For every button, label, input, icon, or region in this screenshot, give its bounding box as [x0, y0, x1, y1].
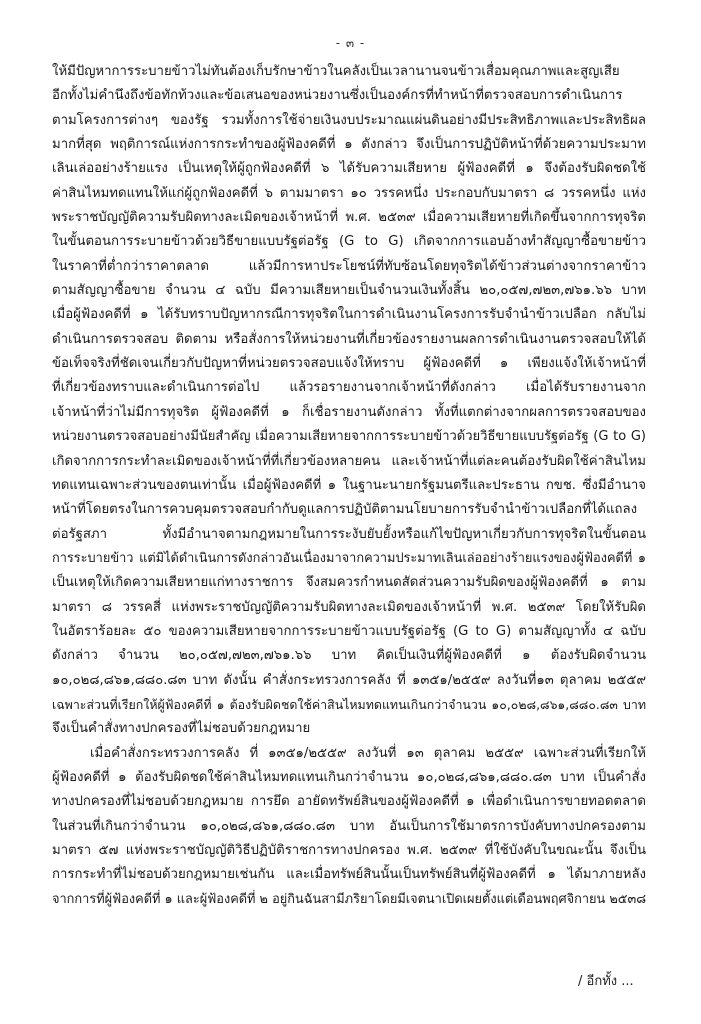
- text-line: เฉพาะส่วนที่เรียกให้ผู้ฟ้องคดีที่ ๑ ต้องรับผิดชดใช้ค่าสินไหมทดแทนเกินกว่าจำนวน ๑๐,๐๒๘,๘๖๑,๘๘๐.๘๓ บาท: [52, 696, 646, 712]
- text-line: ทางปกครองที่ไม่ชอบด้วยกฎหมาย การยึด อายัดทรัพย์สินของผู้ฟ้องคดีที่ ๑ เพื่อดำเนินการขายทอดตลาด: [52, 794, 646, 810]
- text-line: ที่เกี่ยวข้องทราบและดำเนินการต่อไป แล้วรอรายงานจากเจ้าหน้าที่ดังกล่าว เมื่อได้รับรายงานจาก: [52, 380, 646, 396]
- text-line: ตามโครงการต่างๆ ของรัฐ รวมทั้งการใช้จ่ายเงินงบประมาณแผ่นดินอย่างมีประสิทธิภาพและประสิทธิผล: [52, 112, 646, 128]
- text-line: ค่าสินไหมทดแทนให้แก่ผู้ถูกฟ้องคดีที่ ๖ ตามมาตรา ๑๐ วรรคหนึ่ง ประกอบกับมาตรา ๘ วรรคหนึ่ง แห่ง: [52, 185, 646, 201]
- text-line: ในราคาที่ต่ำกว่าราคาตลาด แล้วมีการหาประโยชน์ที่ทับซ้อนโดยทุจริตได้ข้าวส่วนต่างจากราคาข้าว: [52, 258, 646, 274]
- text-line: เมื่อคำสั่งกระทรวงการคลัง ที่ ๑๓๕๑/๒๕๕๙ ลงวันที่ ๑๓ ตุลาคม ๒๕๕๙ เฉพาะส่วนที่เรียกให้: [90, 745, 646, 761]
- text-line: ตามสัญญาซื้อขาย จำนวน ๔ ฉบับ มีความเสียหายเป็นจำนวนเงินทั้งสิ้น ๒๐,๐๕๗,๗๒๓,๗๖๑.๖๖ บาท: [52, 283, 646, 299]
- text-line: ทดแทนเฉพาะส่วนของตนเท่านั้น เมื่อผู้ฟ้องคดีที่ ๑ ในฐานะนายกรัฐมนตรีและประธาน กขช. ซึ่งมีอำนาจ: [52, 477, 646, 493]
- text-line: อีกทั้งไม่คำนึงถึงข้อทักท้วงและข้อเสนอของหน่วยงานซึ่งเป็นองค์กรที่ทำหน้าที่ตรวจสอบการดำเนินการ: [52, 88, 623, 104]
- paragraph-1: [52, 60, 646, 742]
- continuation-marker: / อีกทั้ง ...: [578, 974, 634, 989]
- text-line: ต่อรัฐสภา ทั้งมีอำนาจตามกฎหมายในการระงับยับยั้งหรือแก้ไขปัญหาเกี่ยวกับการทุจริตในขั้นตอน: [52, 526, 646, 542]
- document-body: [52, 60, 646, 912]
- text-line: มาตรา ๘ วรรคสี่ แห่งพระราชบัญญัติความรับผิดทางละเมิดของเจ้าหน้าที่ พ.ศ. ๒๕๓๙ โดยให้รับผิด: [52, 599, 646, 615]
- page-number: - ๓ -: [335, 36, 366, 50]
- text-line: หน่วยงานตรวจสอบอย่างมีนัยสำคัญ เมื่อความเสียหายจากการระบายข้าวด้วยวิธีขายแบบรัฐต่อรัฐ (G to G): [52, 429, 646, 445]
- text-line: ในอัตราร้อยละ ๕๐ ของความเสียหายจากการระบายข้าวแบบรัฐต่อรัฐ (G to G) ตามสัญญาทั้ง ๔ ฉบับ: [52, 623, 646, 639]
- text-line: ในขั้นตอนการระบายข้าวด้วยวิธีขายแบบรัฐต่อรัฐ (G to G) เกิดจากการแอบอ้างทำสัญญาซื้อขายข้าว: [52, 234, 646, 250]
- text-line: ดังกล่าว จำนวน ๒๐,๐๕๗,๗๒๓,๗๖๑.๖๖ บาท คิดเป็นเงินที่ผู้ฟ้องคดีที่ ๑ ต้องรับผิดจำนวน: [52, 648, 646, 664]
- text-line: มากที่สุด พฤติการณ์แห่งการกระทำของผู้ฟ้องคดีที่ ๑ ดังกล่าว จึงเป็นการปฏิบัติหน้าที่ด้วยความประมาท: [52, 137, 646, 153]
- text-line: เจ้าหน้าที่ว่าไม่มีการทุจริต ผู้ฟ้องคดีที่ ๑ ก็เชื่อรายงานดังกล่าว ทั้งที่แตกต่างจากผลการตรวจสอบของ: [52, 404, 646, 420]
- text-line: เกิดจากการกระทำละเมิดของเจ้าหน้าที่ที่เกี่ยวข้องหลายคน และเจ้าหน้าที่แต่ละคนต้องรับผิดใช้ค่าสินไหม: [52, 453, 646, 469]
- text-line: ให้มีปัญหาการระบายข้าวไม่ทันต้องเก็บรักษาข้าวในคลังเป็นเวลานานจนข้าวเสื่อมคุณภาพและสูญเสีย: [52, 64, 620, 79]
- text-line: ๑๐,๐๒๘,๘๖๑,๘๘๐.๘๓ บาท ดังนั้น คำสั่งกระทรวงการคลัง ที่ ๑๓๕๑/๒๕๕๙ ลงวันที่๑๓ ตุลาคม ๒๕๕๙: [52, 672, 646, 688]
- text-line: มาตรา ๕๗ แห่งพระราชบัญญัติวิธีปฏิบัติราชการทางปกครอง พ.ศ. ๒๕๓๙ ที่ใช้บังคับในขณะนั้น จึงเป็น: [52, 843, 646, 858]
- text-line: พระราชบัญญัติความรับผิดทางละเมิดของเจ้าหน้าที่ พ.ศ. ๒๕๓๙ เมื่อความเสียหายที่เกิดขึ้นจากการทุจริต: [52, 210, 646, 226]
- text-line: เลินเล่ออย่างร้ายแรง เป็นเหตุให้ผู้ถูกฟ้องคดีที่ ๖ ได้รับความเสียหาย ผู้ฟ้องคดีที่ ๑ จึงต้องรับผิดชดใช้: [52, 161, 646, 177]
- text-line: หน้าที่โดยตรงในการควบคุมตรวจสอบกำกับดูแลการปฏิบัติตามนโยบายการรับจำนำข้าวเปลือกที่ได้แถลง: [52, 502, 638, 518]
- text-line: จากการที่ผู้ฟ้องคดีที่ ๑ และผู้ฟ้องคดีที่ ๒ อยู่กินฉันสามีภริยาโดยมีเจตนาเปิดเผยตั้งแต่เดือนพฤศจิกายน ๒๕๓๘: [52, 891, 647, 907]
- text-line: จึงเป็นคำสั่งทางปกครองที่ไม่ชอบด้วยกฎหมาย: [52, 721, 311, 737]
- text-line: การระบายข้าว แต่มิได้ดำเนินการดังกล่าวอันเนื่องมาจากความประมาทเลินเล่ออย่างร้ายแรงของผู้ฟ้องคดีที่ ๑: [52, 550, 646, 566]
- text-line: การกระทำที่ไม่ชอบด้วยกฎหมายเช่นกัน และเมื่อทรัพย์สินนั้นเป็นทรัพย์สินที่ผู้ฟ้องคดีที่ ๑ ได้มาภายหลัง: [52, 867, 646, 883]
- text-line: ในส่วนที่เกินกว่าจำนวน ๑๐,๐๒๘,๘๖๑,๘๘๐.๘๓ บาท อันเป็นการใช้มาตรการบังคับทางปกครองตาม: [52, 818, 646, 834]
- text-line: ดำเนินการตรวจสอบ ติดตาม หรือสั่งการให้หน่วยงานที่เกี่ยวข้องรายงานผลการดำเนินงานตรวจสอบให้ได้: [52, 331, 646, 347]
- paragraph-2: [52, 742, 646, 912]
- text-line: เป็นเหตุให้เกิดความเสียหายแก่ทางราชการ จึงสมควรกำหนดสัดส่วนความรับผิดของผู้ฟ้องคดีที่ ๑ ตาม: [52, 575, 646, 591]
- text-line: เมื่อผู้ฟ้องคดีที่ ๑ ได้รับทราบปัญหากรณีการทุจริตในการดำเนินงานโครงการรับจำนำข้าวเปลือก กลับไม่: [52, 307, 646, 323]
- text-line: ผู้ฟ้องคดีที่ ๑ ต้องรับผิดชดใช้ค่าสินไหมทดแทนเกินกว่าจำนวน ๑๐,๐๒๘,๘๖๑,๘๘๐.๘๓ บาท เป็นคำสั่ง: [52, 769, 646, 785]
- text-line: ข้อเท็จจริงที่ชัดเจนเกี่ยวกับปัญหาที่หน่วยตรวจสอบแจ้งให้ทราบ ผู้ฟ้องคดีที่ ๑ เพียงแจ้งให้เจ้าหน้าที่: [52, 356, 646, 372]
